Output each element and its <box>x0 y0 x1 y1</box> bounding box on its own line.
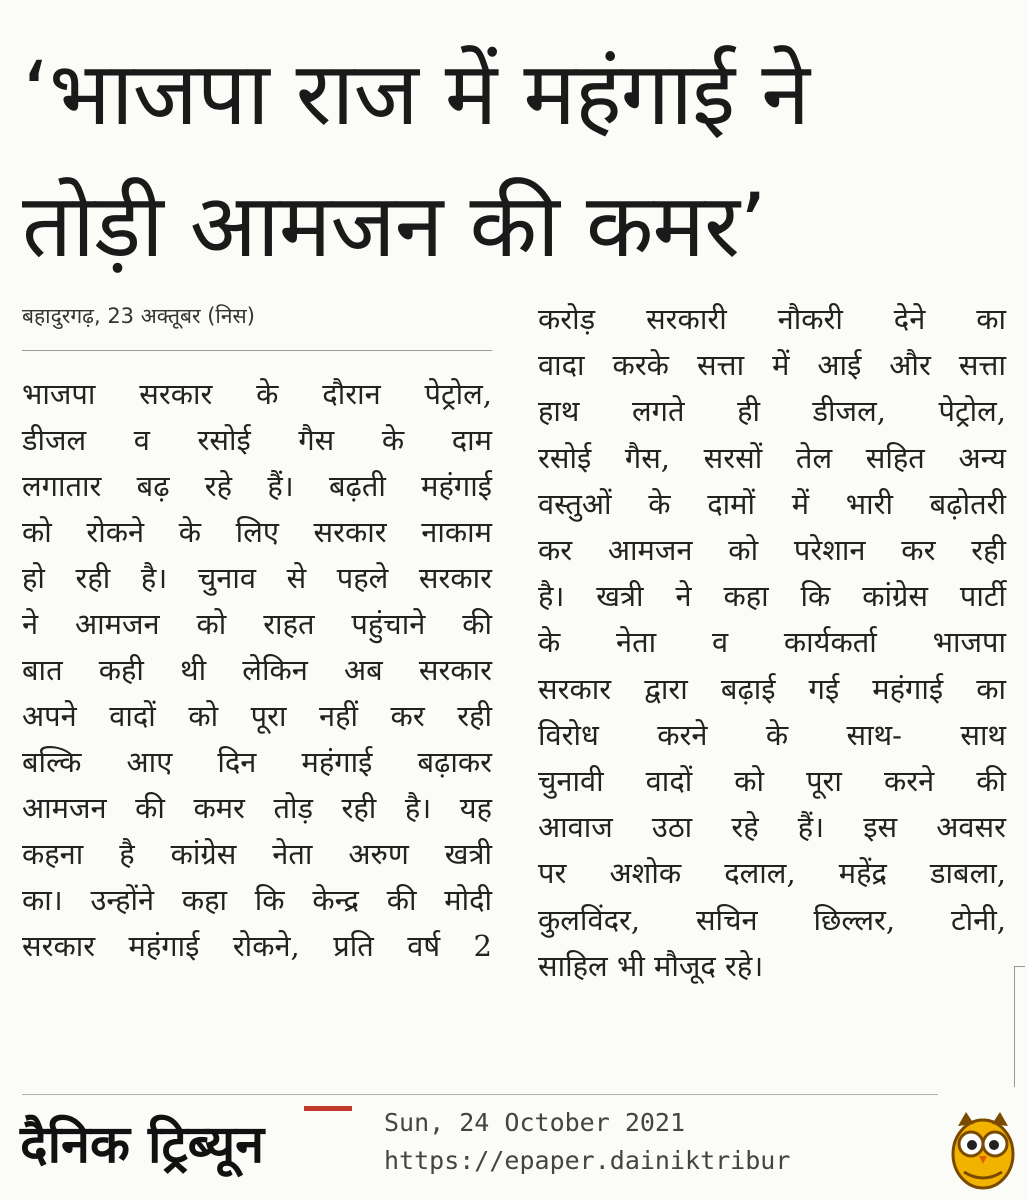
right-column-line: साहिल भी मौजूद रहे। <box>538 948 764 983</box>
right-column-line: चुनावी वादों को पूरा करने की <box>538 764 1006 799</box>
left-column-line: बात कही थी लेकिन अब सरकार <box>22 653 492 687</box>
article-column-left <box>22 296 492 969</box>
left-column-line: ने आमजन को राहत पहुंचाने की <box>22 607 492 641</box>
left-column-line: का। उन्होंने कहा कि केन्द्र की मोदी <box>22 883 492 917</box>
article-column-right <box>538 296 1006 989</box>
left-column-line: बल्कि आए दिन महंगाई बढ़ाकर <box>22 745 492 779</box>
dateline: बहादुरगढ़, 23 अक्तूबर (निस) <box>22 296 492 351</box>
column-edge-mark <box>1014 966 1025 1087</box>
headline <box>22 28 1012 292</box>
right-column-line: हाथ लगते ही डीजल, पेट्रोल, <box>538 394 1006 429</box>
footer-divider <box>22 1094 938 1095</box>
left-column-line: भाजपा सरकार के दौरान पेट्रोल, <box>22 377 492 411</box>
right-column-line: आवाज उठा रहे हैं। इस अवसर <box>538 810 1006 845</box>
right-column-line: रसोई गैस, सरसों तेल सहित अन्य <box>538 440 1006 475</box>
left-column-line: डीजल व रसोई गैस के दाम <box>22 423 492 457</box>
left-column-line: हो रही है। चुनाव से पहले सरकार <box>22 561 492 595</box>
left-column-line: कहना है कांग्रेस नेता अरुण खत्री <box>22 837 492 871</box>
right-column-line: वस्तुओं के दामों में भारी बढ़ोतरी <box>538 486 1006 521</box>
left-column-line: लगातार बढ़ रहे हैं। बढ़ती महंगाई <box>22 469 492 503</box>
right-column-line: के नेता व कार्यकर्ता भाजपा <box>538 625 1006 660</box>
right-column-line: करोड़ सरकारी नौकरी देने का <box>538 302 1006 336</box>
right-column-line: सरकार द्वारा बढ़ाई गई महंगाई का <box>538 671 1006 706</box>
right-column-line: कर आमजन को परेशान कर रही <box>538 533 1006 568</box>
edition-date: Sun, 24 October 2021 <box>384 1108 686 1137</box>
owl-icon <box>948 1104 1018 1192</box>
right-column-line: है। खत्री ने कहा कि कांग्रेस पार्टी <box>538 579 1006 614</box>
right-column-line: पर अशोक दलाल, महेंद्र डाबला, <box>538 856 1006 891</box>
right-column-line: वादा करके सत्ता में आई और सत्ता <box>538 348 1006 383</box>
headline-line-2: तोड़ी आमजन की कमर’ <box>22 174 766 277</box>
left-column-line: सरकार महंगाई रोकने, प्रति वर्ष 2 <box>22 929 492 963</box>
logo-accent <box>304 1106 352 1111</box>
left-column-line: अपने वादों को पूरा नहीं कर रही <box>22 699 492 733</box>
headline-line-1: ‘भाजपा राज में महंगाई ने <box>22 42 810 145</box>
left-column-line: को रोकने के लिए सरकार नाकाम <box>22 515 492 549</box>
right-column-line: विरोध करने के साथ- साथ <box>538 717 1006 752</box>
left-column-line: आमजन की कमर तोड़ रही है। यह <box>22 791 492 825</box>
newspaper-logo: दैनिक ट्रिब्यून <box>20 1115 265 1175</box>
epaper-url[interactable]: https://epaper.dainiktribur <box>384 1146 791 1175</box>
right-column-line: कुलविंदर, सचिन छिल्लर, टोनी, <box>538 902 1006 937</box>
